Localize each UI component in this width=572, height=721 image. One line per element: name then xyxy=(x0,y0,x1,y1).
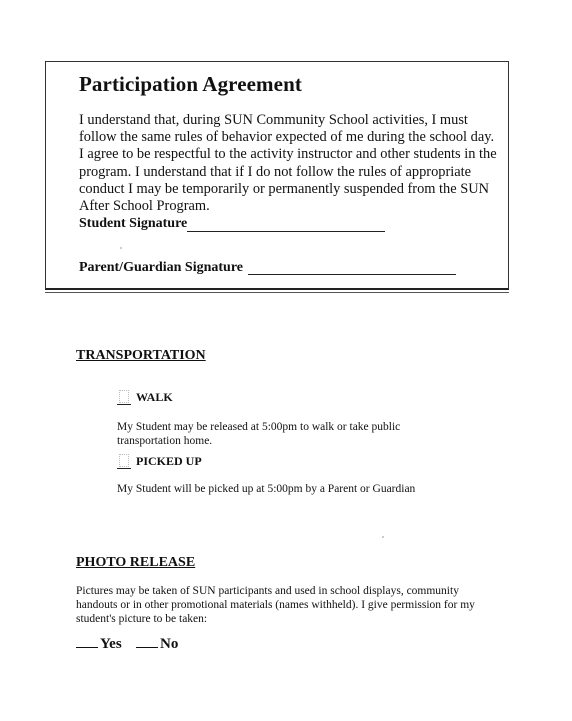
photo-yes-option[interactable] xyxy=(76,636,122,653)
transportation-title: TRANSPORTATION xyxy=(76,348,206,363)
student-signature-label: Student Signature xyxy=(79,216,188,231)
photo-no-option[interactable] xyxy=(136,636,178,653)
photo-no-label: No xyxy=(160,636,179,652)
photo-release-text: Pictures may be taken of SUN participants and used in school displays, community handouts or in other promotional materials (names withheld). I give permission for my student's picture to be taken: xyxy=(76,585,475,625)
pickup-description: My Student will be picked up at 5:00pm by a Parent or Guardian xyxy=(117,483,416,495)
agreement-title: Participation Agreement xyxy=(79,72,302,96)
photo-yes-blank[interactable] xyxy=(76,647,98,648)
parent-signature-label: Parent/Guardian Signature xyxy=(79,260,244,275)
photo-release-title: PHOTO RELEASE xyxy=(76,555,196,570)
student-signature-line[interactable] xyxy=(187,231,385,232)
parent-signature-line[interactable] xyxy=(248,274,456,275)
agreement-text: I understand that, during SUN Community School activities, I must follow the same rules of behavior expected of me during the school day. I agree to be respectful to the activity instructor and other students in the program. I understand that if I do not follow the rules of appropriate conduct I may be temporarily or permanently suspended from the SUN After School Program. xyxy=(79,112,497,215)
scan-speck xyxy=(120,247,122,249)
walk-checkbox[interactable] xyxy=(117,393,131,405)
pickup-checkbox[interactable] xyxy=(117,457,131,469)
pickup-option[interactable] xyxy=(117,454,202,469)
walk-description: My Student may be released at 5:00pm to walk or take public transportation home. xyxy=(117,421,401,447)
walk-option[interactable] xyxy=(117,390,173,405)
photo-no-blank[interactable] xyxy=(136,647,158,648)
pickup-label: PICKED UP xyxy=(136,454,202,468)
scan-speck xyxy=(382,536,384,538)
section-divider xyxy=(45,292,509,293)
walk-label: WALK xyxy=(136,390,173,404)
photo-yes-label: Yes xyxy=(100,636,122,652)
